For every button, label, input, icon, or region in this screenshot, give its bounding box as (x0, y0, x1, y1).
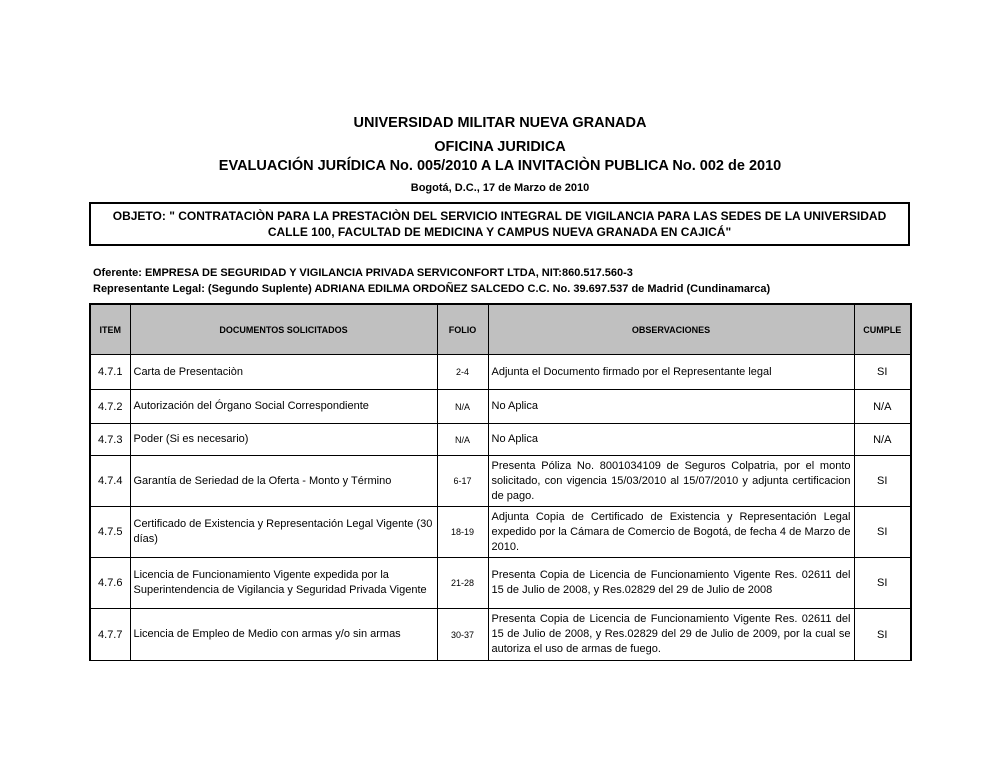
cell-doc: Licencia de Empleo de Medio con armas y/o sin armas (130, 609, 437, 661)
table-row (90, 355, 911, 390)
cell-obs: Presenta Copia de Licencia de Funcionamiento Vigente Res. 02611 del 15 de Julio de 2008, y Res.02829 del 29 de Julio de 2009, por la cual se autoriza el uso de armas de fuego. (488, 609, 854, 661)
representante-line: Representante Legal: (Segundo Suplente) ADRIANA EDILMA ORDOÑEZ SALCEDO C.C. No. 39.697.537 de Madrid (Cundinamarca) (93, 283, 771, 295)
cell-doc: Carta de Presentaciòn (130, 355, 437, 390)
cell-item: 4.7.5 (90, 507, 130, 558)
cell-doc: Certificado de Existencia y Representación Legal Vigente (30 días) (130, 507, 437, 558)
table-row (90, 424, 911, 456)
cell-folio: 30-37 (437, 609, 488, 661)
cell-obs: No Aplica (488, 390, 854, 424)
office-title: OFICINA JURIDICA (434, 139, 566, 155)
cell-item: 4.7.7 (90, 609, 130, 661)
place-date: Bogotá, D.C., 17 de Marzo de 2010 (410, 182, 590, 194)
cell-obs: Presenta Copia de Licencia de Funcionamiento Vigente Res. 02611 del 15 de Julio de 2008, y Res.02829 del 29 de Julio de 2008 (488, 558, 854, 609)
header-documentos: DOCUMENTOS SOLICITADOS (130, 304, 437, 355)
cell-folio: 21-28 (437, 558, 488, 609)
objeto-text: OBJETO: " CONTRATACIÒN PARA LA PRESTACIÒN DEL SERVICIO INTEGRAL DE VIGILANCIA PARA LAS SEDES DE LA UNIVERSIDAD CALLE 100, FACULTAD DE MEDICINA Y CAMPUS NUEVA GRANADA EN CAJICÁ" (112, 209, 887, 239)
cell-cumple: SI (854, 355, 911, 390)
cell-item: 4.7.3 (90, 424, 130, 456)
cell-doc: Autorización del Órgano Social Correspondiente (130, 390, 437, 424)
evaluation-title: EVALUACIÓN JURÍDICA No. 005/2010 A LA INVITACIÒN PUBLICA No. 002 de 2010 (218, 158, 782, 174)
cell-folio: N/A (437, 390, 488, 424)
cell-cumple: SI (854, 609, 911, 661)
table-row (90, 609, 911, 661)
table-row (90, 456, 911, 507)
cell-obs: No Aplica (488, 424, 854, 456)
cell-obs: Presenta Póliza No. 8001034109 de Seguros Colpatria, por el monto solicitado, con vigencia 15/03/2010 al 15/07/2010 y adjunta certificacion de pago. (488, 456, 854, 507)
table-row (90, 390, 911, 424)
cell-cumple: N/A (854, 424, 911, 456)
cell-cumple: N/A (854, 390, 911, 424)
objeto-box (89, 202, 910, 246)
cell-folio: 2-4 (437, 355, 488, 390)
header-folio: FOLIO (437, 304, 488, 355)
university-title: UNIVERSIDAD MILITAR NUEVA GRANADA (353, 115, 647, 131)
cell-obs: Adjunta Copia de Certificado de Existencia y Representación Legal expedido por la Cámara de Comercio de Bogotá, de fecha 4 de Marzo de 2010. (488, 507, 854, 558)
header-item: ITEM (90, 304, 130, 355)
cell-obs: Adjunta el Documento firmado por el Representante legal (488, 355, 854, 390)
table-row (90, 558, 911, 609)
cell-item: 4.7.2 (90, 390, 130, 424)
cell-cumple: SI (854, 456, 911, 507)
header-cumple: CUMPLE (854, 304, 911, 355)
cell-folio: 18-19 (437, 507, 488, 558)
cell-folio: N/A (437, 424, 488, 456)
cell-doc: Garantía de Seriedad de la Oferta - Monto y Término (130, 456, 437, 507)
table-header-row (90, 304, 911, 355)
cell-item: 4.7.1 (90, 355, 130, 390)
cell-cumple: SI (854, 507, 911, 558)
cell-item: 4.7.6 (90, 558, 130, 609)
cell-folio: 6-17 (437, 456, 488, 507)
table-row (90, 507, 911, 558)
cell-item: 4.7.4 (90, 456, 130, 507)
cell-doc: Poder (Si es necesario) (130, 424, 437, 456)
evaluation-table (89, 303, 912, 661)
cell-cumple: SI (854, 558, 911, 609)
header-observaciones: OBSERVACIONES (488, 304, 854, 355)
oferente-line: Oferente: EMPRESA DE SEGURIDAD Y VIGILANCIA PRIVADA SERVICONFORT LTDA, NIT:860.517.560-3 (93, 267, 633, 279)
cell-doc: Licencia de Funcionamiento Vigente expedida por la Superintendencia de Vigilancia y Seguridad Privada Vigente (130, 558, 437, 609)
